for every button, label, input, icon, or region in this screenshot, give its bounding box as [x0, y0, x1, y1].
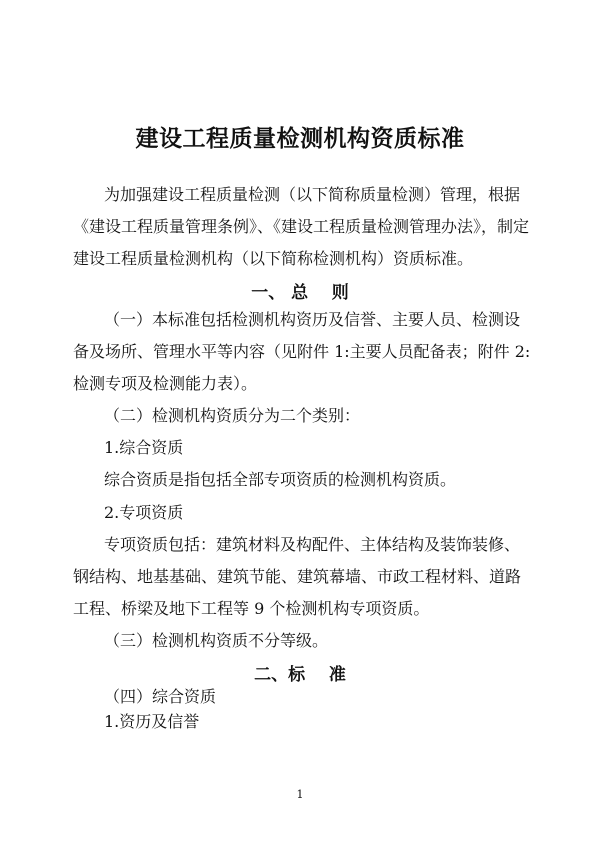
para3: （三）检测机构资质不分等级。: [104, 631, 329, 650]
item2-label: 2.专项资质: [104, 503, 184, 522]
section-heading-general: 一、 总 则: [251, 283, 349, 303]
item2-desc-line-3: 工程、桥梁及地下工程等 9 个检测机构专项资质。: [73, 599, 430, 618]
para4: （四）综合资质: [104, 687, 217, 706]
item2-desc-line-2: 钢结构、地基基础、建筑节能、建筑幕墙、市政工程材料、道路: [73, 567, 522, 586]
page-number: 1: [296, 788, 304, 801]
para1-line-1: （一）本标准包括检测机构资历及信誉、主要人员、检测设: [104, 310, 521, 329]
intro-line-2: 《建设工程质量管理条例》、《建设工程质量检测管理办法》，制定: [73, 217, 530, 236]
para2: （二）检测机构资质分为二个类别：: [104, 406, 361, 425]
item3-label: 1.资历及信誉: [104, 712, 200, 731]
item1-desc: 综合资质是指包括全部专项资质的检测机构资质。: [104, 470, 457, 489]
section-heading-standard: 二、标 准: [254, 665, 346, 685]
item1-label: 1.综合资质: [104, 438, 184, 457]
document-title: 建设工程质量检测机构资质标准: [135, 126, 465, 152]
para1-line-3: 检测专项及检测能力表）。: [73, 374, 258, 393]
intro-line-3: 建设工程质量检测机构（以下简称检测机构）资质标准。: [73, 249, 474, 268]
para1-line-2: 备及场所、管理水平等内容（见附件 1:主要人员配备表；附件 2:: [73, 342, 531, 361]
item2-desc-line-1: 专项资质包括：建筑材料及构配件、主体结构及装饰装修、: [104, 535, 521, 554]
intro-line-1: 为加强建设工程质量检测（以下简称质量检测）管理，根据: [104, 185, 521, 204]
